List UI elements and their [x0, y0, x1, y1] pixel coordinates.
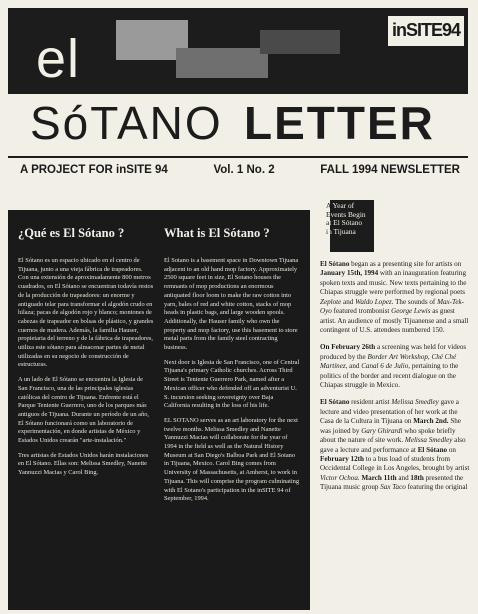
callout-text: [326, 202, 426, 237]
project-label: A PROJECT FOR inSITE 94: [20, 164, 168, 176]
year-callout: [326, 200, 426, 252]
english-paragraph: Next door is Iglesia de San Francisco, one of Central Tijuana's primary Catholic churches. Across Third Street is Teniente Guerrero Park, named after a Mexican officer who defended off an adventurist U. S. incursion seeking sovereignty over Baja California resulting in the loss of his life.: [164, 358, 300, 410]
english-column: [164, 226, 300, 510]
masthead-gray-block: [260, 30, 340, 54]
masthead-letter: LETTER: [244, 97, 435, 149]
spanish-paragraph: El Sótano es un espacio ubicado en el centro de Tijuana, junto a una vieja fábrica de trapeadores. Con una extensión de aproximadamente 800 metros cuadrados, en El Sótano se encuentran todavía restos de la producción de trapeadores: un enorme y antiguado telar para transformar el algodón crudo en hilaza; pacas de algodón rojo y blanco; montones de cabezas de trapeador en bolsas de plástico, y grandes cuernos de madera. Además, la familia Hauser, propietaria del terreno y de la fábrica de trapeadores, utiliza este sótano para almacenar partes de metal utilizadas en su negocio de construcción de estructuras.: [18, 257, 154, 369]
callout-word: t El Sótano: [329, 218, 363, 228]
callout-word: vents Begin: [330, 209, 366, 219]
insite-logo: inSITE94: [392, 20, 461, 40]
masthead-gray-block: [176, 48, 268, 78]
english-heading: What is El Sótano ?: [164, 226, 270, 240]
issue-info-row: [20, 164, 460, 176]
spanish-paragraph: A un lado de El Sótano se encuentra la Iglesia de San Francisco, una de las principales iglesias católicas del centro de Tijuana. Enfrente está el Parque Teniente Guerrero, uno de los parques más antiguos de Tijuana. Durante un período de un año, El Sótano funcionará como un laboratorio de experimentación, en donde artistas de México y Estados Unidos crearán "arte-instalación.": [18, 376, 149, 445]
callout-word: n Tijuana: [328, 227, 356, 237]
spanish-heading: ¿Qué es El Sótano ?: [18, 226, 125, 240]
callout-initial: E: [326, 209, 331, 219]
masthead-sotano: SóTANO: [30, 97, 223, 149]
intro-panel: [8, 210, 310, 610]
masthead: [8, 8, 468, 158]
callout-initial: a: [326, 218, 330, 228]
spanish-column: [18, 226, 154, 484]
callout-word: Year of: [332, 201, 355, 210]
masthead-el: el: [36, 29, 81, 89]
callout-initial: i: [326, 227, 329, 237]
issue-label: FALL 1994 NEWSLETTER: [320, 164, 460, 176]
news-paragraph-inauguration: El Sótano began as a presenting site for artists on January 15th, 1994 with an inauguration featuring spoken texts and music. New texts pertaining to the Chiapas struggle were performed by regional poets Zeplote and Waldo Lopez. The sounds of Max-Tek-Oyo featured trombonist George Lewis as guest artist. An audience of mostly Tijuanense and a small contingent of U.S. attendees numbered 150.: [320, 260, 469, 334]
news-paragraph-lecture: El Sótano resident artist Melissa Smedley gave a lecture and video presentation of her work at the Casa de la Cultura in Tijuana on March 2nd. She was joined by Gary Ghirardi who spoke briefly about the nature of site work. Melissa Smedley also gave a lecture and performance at El Sótano on February 12th to a bus load of students from Occidental College in Los Angeles, brought by artist Victor Ochoa. March 11th and 18th presented the Tijuana music group Sax Taco featuring the original: [320, 398, 470, 492]
news-paragraph-screening: On February 26th a screening was held for videos produced by the Border Art Workshop, Ché Ché Martínez, and Canal 6 de Julio, pertaining to the politics of the border and recent dialogue on the Chiapas struggle in Mexico.: [320, 343, 467, 390]
news-column: [320, 200, 470, 501]
masthead-divider: [8, 156, 468, 158]
spanish-paragraph: Tres artistas de Estados Unidos harán instalaciones en El Sótano. Ellas son: Melissa Smedley, Nanette Yannuzzi Macias y Carol Bing.: [18, 451, 149, 477]
english-paragraph: EL SOTANO serves as an art laboratory for the next twelve months. Melissa Smedley and Nanette Yannuzzi Macias will collaborate for the year of 1994 in the field as well as the Natural History Museum at San Diego's Balboa Park and El Sotano in Tijuana, Mexico. Carol Bing comes from University of Massachusetts, at Amherst, to work in Tijuana. This will comprise the program culminating with El Sotano's participation in the inSITE 94 of September, 1994.: [164, 416, 300, 503]
volume-label: Vol. 1 No. 2: [213, 164, 275, 176]
callout-initial: A: [326, 201, 331, 210]
english-paragraph: El Sotano is a basement space in Downtown Tijuana adjacent to an old hand mop factory. Approximately 2500 square feet in size, El Sotano houses the remnants of mop productions an enormous antiquated floor loom to make the raw cotton into yarn, bales of red and white cotton, stacks of mop heads in plastic bags, and large wooden spools. Additionally, the Hauser family who own the property and mop factory, use this basement to store metal parts from the family steel contracting business.: [164, 257, 299, 352]
